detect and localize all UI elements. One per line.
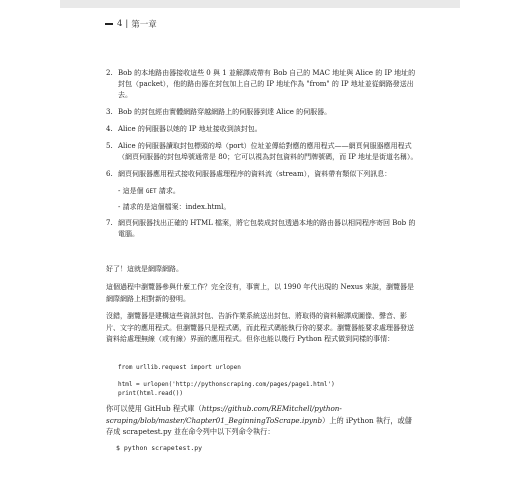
item-number: 2.	[106, 69, 113, 77]
list-item	[106, 169, 418, 180]
sub-item-prefix: - 這是個	[118, 187, 146, 195]
list-item	[106, 141, 418, 163]
item-text: Alice 的伺服器以她的 IP 地址接收到該封包。	[118, 125, 262, 133]
code-line-urlopen: html = urlopen('http://pythonscraping.com/pages/page1.html')	[118, 381, 335, 388]
header-rule	[105, 23, 113, 25]
list-item	[106, 124, 418, 135]
paragraph-browser: 這個過程中瀏覽器參與什麼工作？完全沒有，事實上，以 1990 年代出現的 Nexus 來說，瀏覽器是網際網路上相對新的發明。	[106, 283, 415, 303]
github-prefix: 你可以使用 GitHub 程式庫（	[106, 404, 202, 413]
github-suffix: ）上的 iPython 執行，或儲存成 scrapetest.py 並在命令列中以下列命令執行：	[106, 415, 412, 436]
get-code: GET	[145, 188, 157, 195]
list-item	[106, 107, 418, 118]
item-text: Alice 的伺服器讀取封包標頭的埠（port）位址並傳給對應的應用程式——網頁伺服器應用程式（網頁伺服器的封包埠號通常是 80；它可以視為封包資料的門牌號碼，而 IP 地址是街道名稱）。	[118, 142, 418, 161]
paragraph-python: 沒錯，瀏覽器是建構這些資訊封包、告訴作業系統送出封包、將取得的資料解譯成圖像、聲音、影片、文字的應用程式。但瀏覽器只是程式碼，而此程式碼能執行你的要求。瀏覽器能要求處理器發送資料給處理無線（或有線）界面的應用程式。但你也能以幾行 Python 程式做到同樣的事情：	[106, 312, 414, 343]
header-separator: |	[125, 19, 129, 29]
github-url-link[interactable]: https://github.com/REMitchell/python-scraping/blob/master/Chapter01_BeginningToScrape.ipynb	[106, 404, 342, 425]
code-line-import: from urllib.request import urlopen	[118, 364, 241, 371]
item-text: Bob 的本地路由器接收這些 0 與 1 並解譯成帶有 Bob 自己的 MAC 地址與 Alice 的 IP 地址的封包（packet），他的路由器在封包加上自己的 IP 地址作為 "from" 的 IP 地址並從網路發送出去。	[118, 69, 416, 99]
item-text: 網頁伺服器應用程式接收伺服器處理程序的資料流（stream），資料帶有類似下列訊息：	[118, 170, 392, 178]
chapter-title: 第一章	[131, 20, 157, 30]
sub-item-suffix: 請求。	[156, 187, 180, 195]
item-text: 網頁伺服器找出正確的 HTML 檔案，將它包裝成封包透過本地的路由器以相同程序寄回 Bob 的電腦。	[118, 219, 416, 238]
paragraph-web: 好了！這就是網際網路。	[106, 265, 183, 273]
item-number: 6.	[106, 170, 113, 178]
item-number: 7.	[106, 219, 113, 227]
list-item	[106, 218, 418, 240]
command-line: $ python scrapetest.py	[116, 444, 203, 452]
paragraph-github	[106, 403, 418, 438]
sub-item-file: - 請求的是這個檔案：index.html。	[118, 203, 231, 211]
code-line-print: print(html.read())	[118, 390, 184, 397]
item-number: 5.	[106, 142, 113, 150]
item-text: Bob 的封包經由實體網路穿越網路上的伺服器到達 Alice 的伺服器。	[118, 108, 332, 116]
top-bar	[60, 0, 460, 8]
sub-item-get	[118, 186, 418, 197]
item-number: 4.	[106, 125, 113, 133]
item-number: 3.	[106, 108, 113, 116]
page-header	[105, 18, 157, 30]
page-number: 4	[117, 19, 123, 29]
list-item	[106, 68, 418, 101]
steps-list	[106, 68, 418, 246]
